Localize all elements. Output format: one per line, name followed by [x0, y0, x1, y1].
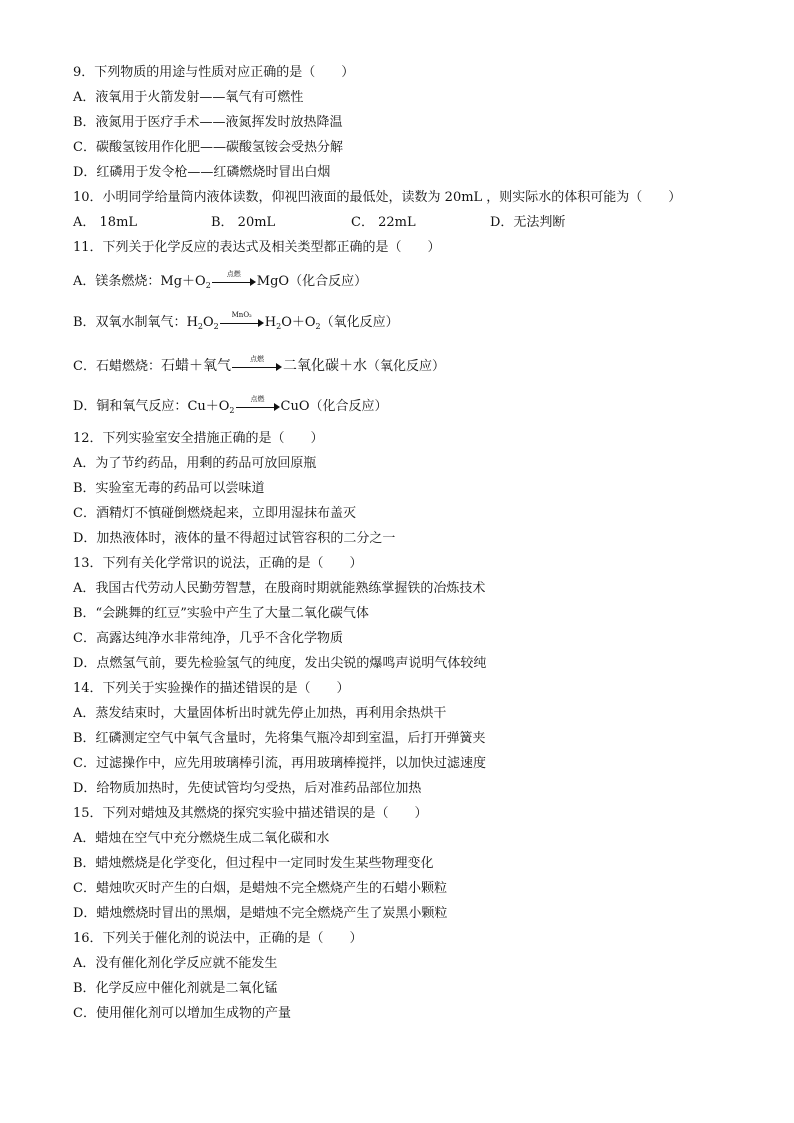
question-10-options	[73, 214, 713, 232]
question-9-stem: 9．下列物质的用途与性质对应正确的是（ ）	[73, 65, 355, 80]
question-11-option-a	[73, 270, 368, 291]
question-15-option-a: A．蜡烛在空气中充分燃烧生成二氧化碳和水	[73, 831, 330, 846]
equation-b-sub: 2	[197, 322, 203, 331]
equation-b-left: H	[186, 315, 198, 330]
reaction-condition: 点燃	[226, 270, 241, 278]
option-a-prefix: A．镁条燃烧：	[73, 274, 161, 289]
reaction-arrow-icon	[220, 311, 264, 328]
reaction-arrow-icon	[212, 270, 256, 287]
question-14-stem: 14．下列关于实验操作的描述错误的是（ ）	[73, 681, 350, 696]
option-d-prefix: D．铜和氧气反应：	[73, 399, 188, 414]
equation-d-left-sub: 2	[229, 406, 235, 415]
reaction-condition: MnO₂	[231, 311, 252, 319]
question-13-stem: 13．下列有关化学常识的说法，正确的是（ ）	[73, 556, 363, 571]
question-12-option-c: C．酒精灯不慎碰倒燃烧起来，立即用湿抹布盖灭	[73, 506, 356, 521]
reaction-arrow-icon	[232, 355, 282, 372]
reaction-condition: 点燃	[250, 395, 265, 403]
reaction-type: （化合反应）	[289, 274, 368, 289]
question-14-option-a: A．蒸发结束时，大量固体析出时就先停止加热，再利用余热烘干	[73, 706, 447, 721]
equation-a-right: MgO	[256, 274, 290, 289]
question-10-option-c: C． 22mL	[351, 215, 416, 230]
equation-a-left: Mg＋O	[160, 274, 206, 289]
equation-b-sub: 2	[315, 322, 321, 331]
question-15-option-b: B．蜡烛燃烧是化学变化，但过程中一定同时发生某些物理变化	[73, 856, 434, 871]
equation-d-left: Cu＋O	[187, 399, 230, 414]
reaction-arrow-icon	[236, 395, 280, 412]
question-9-option-d: D．红磷用于发令枪——红磷燃烧时冒出白烟	[73, 165, 331, 180]
equation-c-right: 二氧化碳＋水	[282, 358, 367, 374]
equation-b-right: H	[264, 315, 277, 330]
question-11-option-b	[73, 311, 399, 332]
question-13-option-c: C．高露达纯净水非常纯净，几乎不含化学物质	[73, 631, 343, 646]
question-13-option-d: D．点燃氢气前，要先检验氢气的纯度，发出尖锐的爆鸣声说明气体较纯	[73, 656, 487, 671]
question-11-option-c	[73, 357, 445, 375]
equation-b-left-mid: O	[203, 315, 214, 330]
question-10-option-b: B． 20mL	[211, 215, 276, 230]
question-16-option-a: A．没有催化剂化学反应就不能发生	[73, 956, 278, 971]
question-10-option-a: A． 18mL	[73, 215, 138, 230]
question-15-option-d: D．蜡烛燃烧时冒出的黑烟，是蜡烛不完全燃烧产生了炭黑小颗粒	[73, 906, 448, 921]
question-16-option-b: B．化学反应中催化剂就是二氧化锰	[73, 981, 278, 996]
question-9-option-a: A．液氧用于火箭发射——氧气有可燃性	[73, 90, 304, 105]
question-16-option-c: C．使用催化剂可以增加生成物的产量	[73, 1006, 291, 1021]
option-c-prefix: C．石蜡燃烧：	[73, 359, 161, 374]
reaction-type: （化合反应）	[309, 399, 388, 414]
question-14-option-b: B．红磷测定空气中氧气含量时，先将集气瓶冷却到室温，后打开弹簧夹	[73, 731, 486, 746]
equation-b-sub: 2	[276, 322, 282, 331]
question-12-option-a: A．为了节约药品，用剩的药品可放回原瓶	[73, 456, 317, 471]
question-12-option-d: D．加热液体时，液体的量不得超过试管容积的二分之一	[73, 531, 396, 546]
question-11-option-d	[73, 395, 388, 416]
question-13-option-b: B．“会跳舞的红豆”实验中产生了大量二氧化碳气体	[73, 606, 369, 621]
question-9-option-b: B．液氮用于医疗手术——液氮挥发时放热降温	[73, 115, 343, 130]
option-b-prefix: B．双氧水制氧气：	[73, 315, 187, 330]
question-9-option-c: C．碳酸氢铵用作化肥——碳酸氢铵会受热分解	[73, 140, 343, 155]
question-10-stem: 10．小明同学给量筒内液体读数，仰视凹液面的最低处，读数为 20mL ，则实际水的体积可能为（ ）	[73, 190, 682, 205]
equation-b-right-mid: O＋O	[281, 315, 316, 330]
equation-a-left-sub: 2	[205, 281, 211, 290]
equation-d-right: CuO	[280, 399, 310, 414]
question-16-stem: 16．下列关于催化剂的说法中，正确的是（ ）	[73, 931, 363, 946]
question-11-stem: 11．下列关于化学反应的表达式及相关类型都正确的是（ ）	[73, 240, 441, 255]
question-10-option-d: D．无法判断	[490, 215, 566, 230]
question-13-option-a: A．我国古代劳动人民勤劳智慧，在殷商时期就能熟练掌握铁的冶炼技术	[73, 581, 486, 596]
reaction-condition: 点燃	[249, 355, 264, 363]
question-14-option-c: C．过滤操作中，应先用玻璃棒引流，再用玻璃棒搅拌，以加快过滤速度	[73, 756, 486, 771]
question-15-stem: 15．下列对蜡烛及其燃烧的探究实验中描述错误的是（ ）	[73, 806, 428, 821]
reaction-type: （氧化反应）	[366, 359, 445, 374]
question-12-option-b: B．实验室无毒的药品可以尝味道	[73, 481, 265, 496]
equation-c-left: 石蜡＋氧气	[160, 358, 231, 374]
question-14-option-d: D．给物质加热时，先使试管均匀受热，后对准药品部位加热	[73, 781, 422, 796]
reaction-type: （氧化反应）	[320, 315, 399, 330]
question-15-option-c: C．蜡烛吹灭时产生的白烟，是蜡烛不完全燃烧产生的石蜡小颗粒	[73, 881, 447, 896]
question-12-stem: 12．下列实验室安全措施正确的是（ ）	[73, 431, 324, 446]
equation-b-sub: 2	[213, 322, 219, 331]
